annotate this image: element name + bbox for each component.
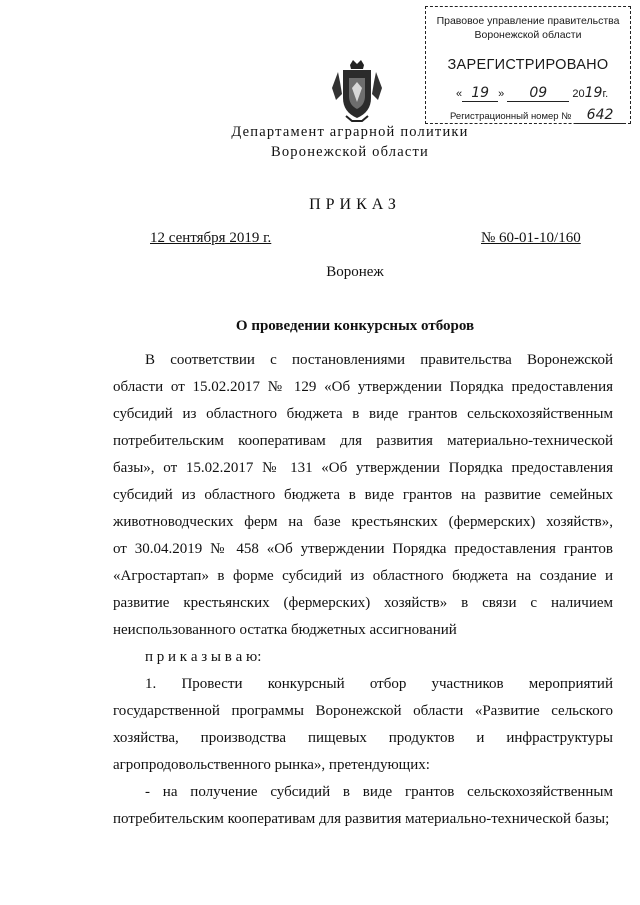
stamp-registered: ЗАРЕГИСТРИРОВАНО — [447, 57, 609, 73]
stamp-line-2: Воронежской области — [474, 29, 582, 41]
body-line: субсидий из областного бюджета в виде грантов на развитие семейных — [113, 487, 613, 503]
registration-stamp — [425, 6, 631, 124]
body-line: государственной программы Воронежской области «Развитие сельского — [113, 703, 613, 719]
body-line: потребительским кооперативам для развития материально-технической — [113, 433, 613, 449]
body-line: В соответствии с постановлениями правительства Воронежской — [145, 352, 613, 368]
body-line: «Агростартап» в форме субсидий из областного бюджета на создание и — [113, 568, 613, 584]
body-line: неиспользованного остатка бюджетных ассигнований — [113, 622, 457, 638]
order-number: № 60-01-10/160 — [481, 230, 581, 246]
order-date: 12 сентября 2019 г. — [150, 230, 272, 246]
body-line: от 30.04.2019 № 458 «Об утверждении Порядка предоставления грантов — [113, 541, 613, 557]
body-line: 1. Провести конкурсный отбор участников мероприятий — [145, 676, 613, 692]
body-line: животноводческих ферм на базе крестьянских (фермерских) хозяйств», — [113, 514, 613, 530]
document-type: ПРИКАЗ — [309, 196, 401, 213]
stamp-number: 642 — [586, 107, 614, 123]
body-line: развитие крестьянских (фермерских) хозяйств» в связи с наличием — [113, 595, 613, 611]
coat-of-arms-icon — [328, 58, 386, 122]
order-city: Воронеж — [326, 264, 384, 280]
body-line: - на получение субсидий в виде грантов сельскохозяйственным — [145, 784, 613, 800]
order-word: п р и к а з ы в а ю: — [145, 649, 262, 665]
stamp-year-prefix: 20 — [572, 88, 585, 100]
body-line: потребительским кооперативам для развития материально-технической базы; — [113, 811, 610, 827]
stamp-number-line — [450, 107, 626, 124]
body-line: хозяйства, производства пищевых продуктов и инфраструктуры — [113, 730, 613, 746]
stamp-year-suffix: 19 — [584, 85, 603, 101]
body-line: субсидий из областного бюджета в виде грантов сельскохозяйственным — [113, 406, 613, 422]
body-line: агропродовольственного рынка», претендующих: — [113, 757, 430, 773]
order-subject: О проведении конкурсных отборов — [235, 318, 475, 334]
stamp-date: « 19 » 09 2019г. — [456, 85, 609, 101]
stamp-year-end: г. — [602, 88, 609, 100]
body-line: базы», от 15.02.2017 № 131 «Об утверждении Порядка предоставления — [113, 460, 613, 476]
stamp-month: 09 — [529, 85, 548, 101]
stamp-line-1: Правовое управление правительства — [436, 15, 620, 27]
department-region: Воронежской области — [270, 144, 430, 160]
stamp-day: 19 — [471, 85, 490, 101]
stamp-number-label: Регистрационный номер № — [450, 111, 572, 122]
body-line: области от 15.02.2017 № 129 «Об утверждении Порядка предоставления — [113, 379, 613, 395]
department-name: Департамент аграрной политики — [231, 124, 469, 140]
